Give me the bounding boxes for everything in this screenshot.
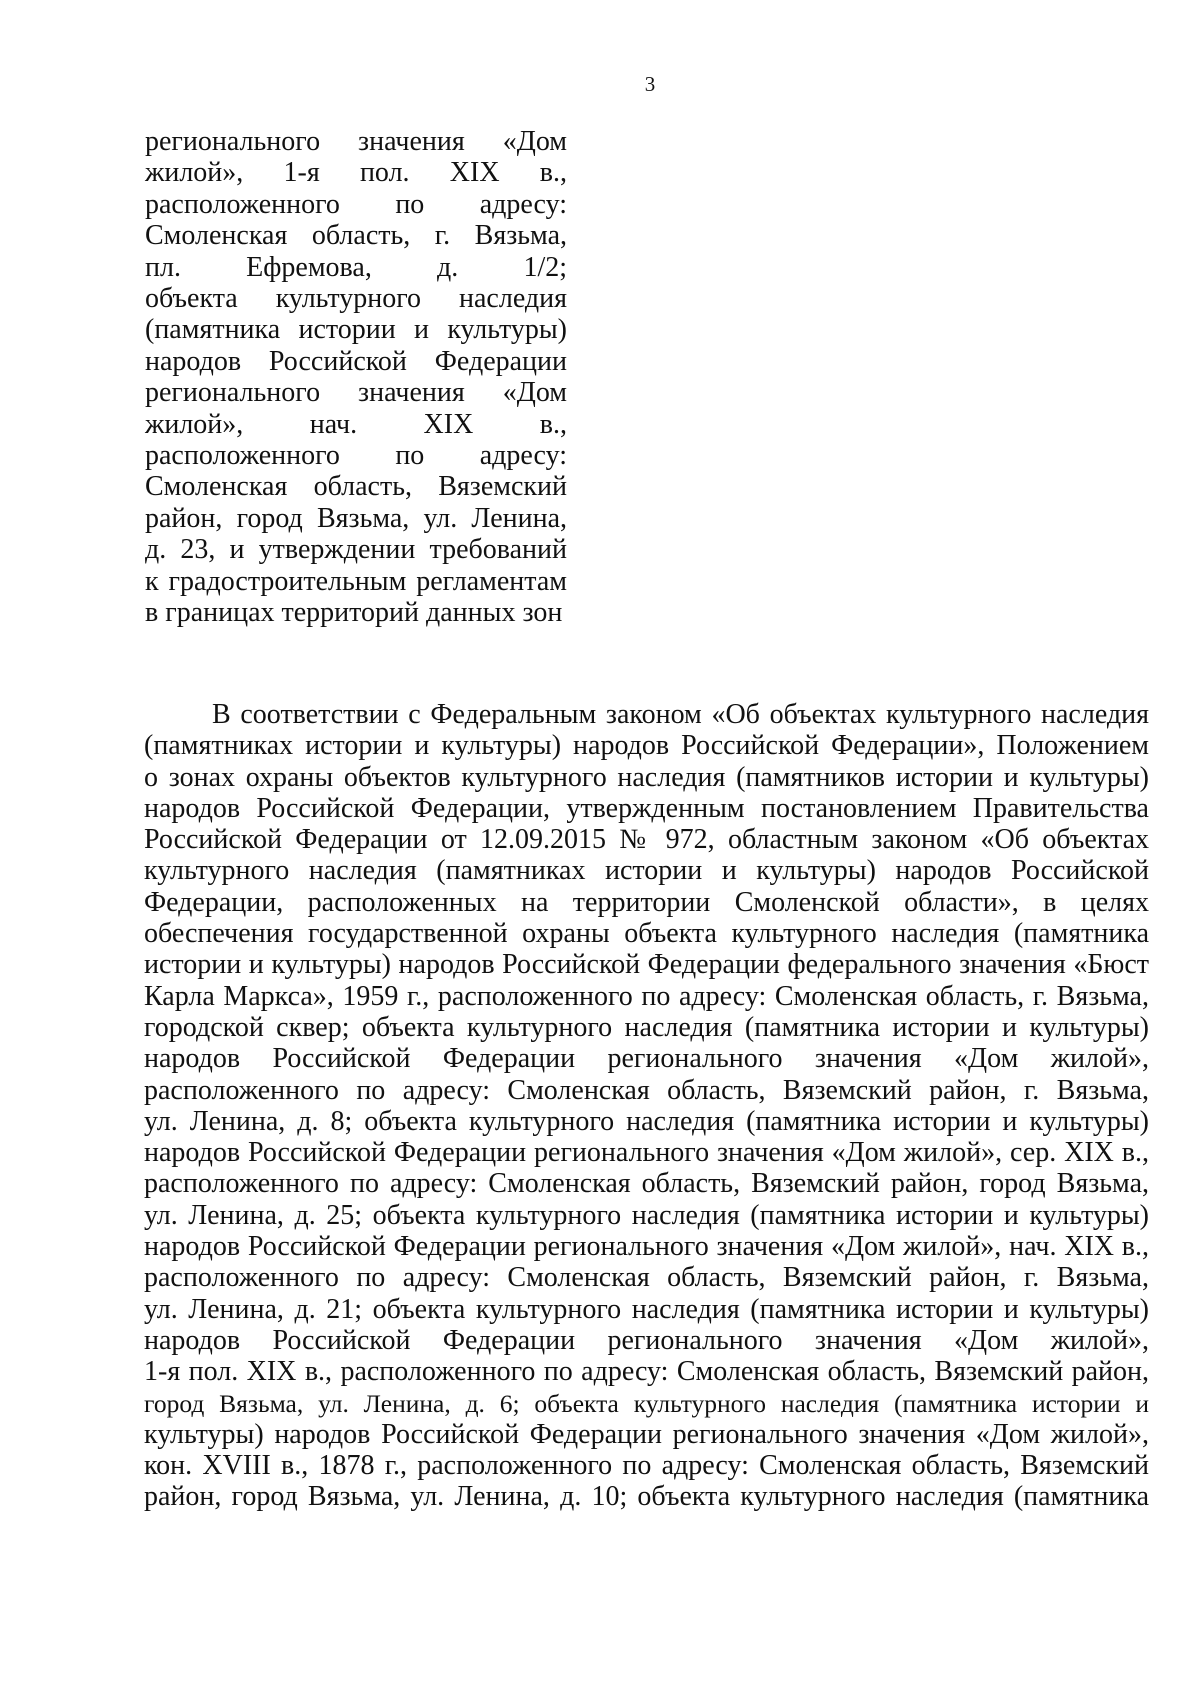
body-line: (памятниках истории и культуры) народов Российской Федерации», Положением: [144, 730, 1149, 762]
document-title-block: [145, 126, 567, 629]
title-line: (памятника истории и культуры): [145, 314, 567, 346]
body-line: народов Российской Федерации, утвержденным постановлением Правительства: [144, 792, 1149, 824]
body-line: городской сквер; объекта культурного наследия (памятника истории и культуры): [144, 1011, 1149, 1043]
body-line: Российской Федерации от 12.09.2015 № 972, областным законом «Об объектах: [144, 824, 1149, 856]
body-line: ул. Ленина, д. 8; объекта культурного наследия (памятника истории и культуры): [144, 1105, 1149, 1137]
title-line: жилой», нач. XIX в.,: [145, 408, 567, 440]
title-line: Смоленская область, г. Вязьма,: [145, 220, 567, 252]
body-line: Карла Маркса», 1959 г., расположенного по адресу: Смоленская область, г. Вязьма,: [144, 980, 1149, 1012]
title-line: район, город Вязьма, ул. Ленина,: [145, 502, 567, 534]
body-line: район, город Вязьма, ул. Ленина, д. 10; объекта культурного наследия (памятника: [144, 1481, 1149, 1513]
body-line: культурного наследия (памятниках истории и культуры) народов Российской: [144, 855, 1149, 887]
title-line: в границах территорий данных зон: [145, 597, 563, 629]
body-line: народов Российской Федерации регионального значения «Дом жилой»,: [144, 1324, 1149, 1356]
title-line: регионального значения «Дом: [145, 377, 567, 409]
title-line: д. 23, и утверждении требований: [145, 534, 567, 566]
title-line: народов Российской Федерации: [145, 345, 567, 377]
title-line: объекта культурного наследия: [145, 283, 567, 315]
body-line: ул. Ленина, д. 21; объекта культурного наследия (памятника истории и культуры): [144, 1293, 1149, 1325]
body-line: обеспечения государственной охраны объекта культурного наследия (памятника: [144, 918, 1149, 950]
title-line: регионального значения «Дом: [145, 126, 567, 157]
title-line: расположенного по адресу:: [145, 188, 567, 220]
body-line: город Вязьма, ул. Ленина, д. 6; объекта культурного наследия (памятника истории и: [144, 1388, 1149, 1418]
body-line: народов Российской Федерации регионального значения «Дом жилой», нач. XIX в.,: [144, 1231, 1149, 1263]
title-line: расположенного по адресу:: [145, 440, 567, 472]
body-line: кон. XVIII в., 1878 г., расположенного по адресу: Смоленская область, Вяземский: [144, 1450, 1149, 1482]
title-line: к градостроительным регламентам: [145, 565, 567, 597]
body-line: расположенного по адресу: Смоленская область, Вяземский район, город Вязьма,: [144, 1168, 1149, 1200]
body-line: истории и культуры) народов Российской Федерации федерального значения «Бюст: [144, 949, 1149, 981]
body-line: расположенного по адресу: Смоленская область, Вяземский район, г. Вязьма,: [144, 1074, 1149, 1106]
body-line: о зонах охраны объектов культурного наследия (памятников истории и культуры): [144, 761, 1149, 793]
body-line: народов Российской Федерации регионального значения «Дом жилой», сер. XIX в.,: [144, 1137, 1149, 1169]
body-line: В соответствии с Федеральным законом «Об объектах культурного наследия: [212, 699, 1149, 730]
title-line: пл. Ефремова, д. 1/2;: [145, 251, 567, 283]
body-line: народов Российской Федерации регионального значения «Дом жилой»,: [144, 1043, 1149, 1075]
document-body-paragraph: [144, 699, 1149, 1513]
body-line: 1-я пол. XIX в., расположенного по адресу: Смоленская область, Вяземский район,: [144, 1356, 1149, 1388]
body-line: Федерации, расположенных на территории Смоленской области», в целях: [144, 886, 1149, 918]
body-line: ул. Ленина, д. 25; объекта культурного наследия (памятника истории и культуры): [144, 1199, 1149, 1231]
page-number: 3: [644, 72, 656, 96]
body-line: расположенного по адресу: Смоленская область, Вяземский район, г. Вязьма,: [144, 1262, 1149, 1294]
body-line: культуры) народов Российской Федерации регионального значения «Дом жилой»,: [144, 1418, 1149, 1450]
title-line: жилой», 1-я пол. XIX в.,: [145, 157, 567, 189]
title-line: Смоленская область, Вяземский: [145, 471, 567, 503]
